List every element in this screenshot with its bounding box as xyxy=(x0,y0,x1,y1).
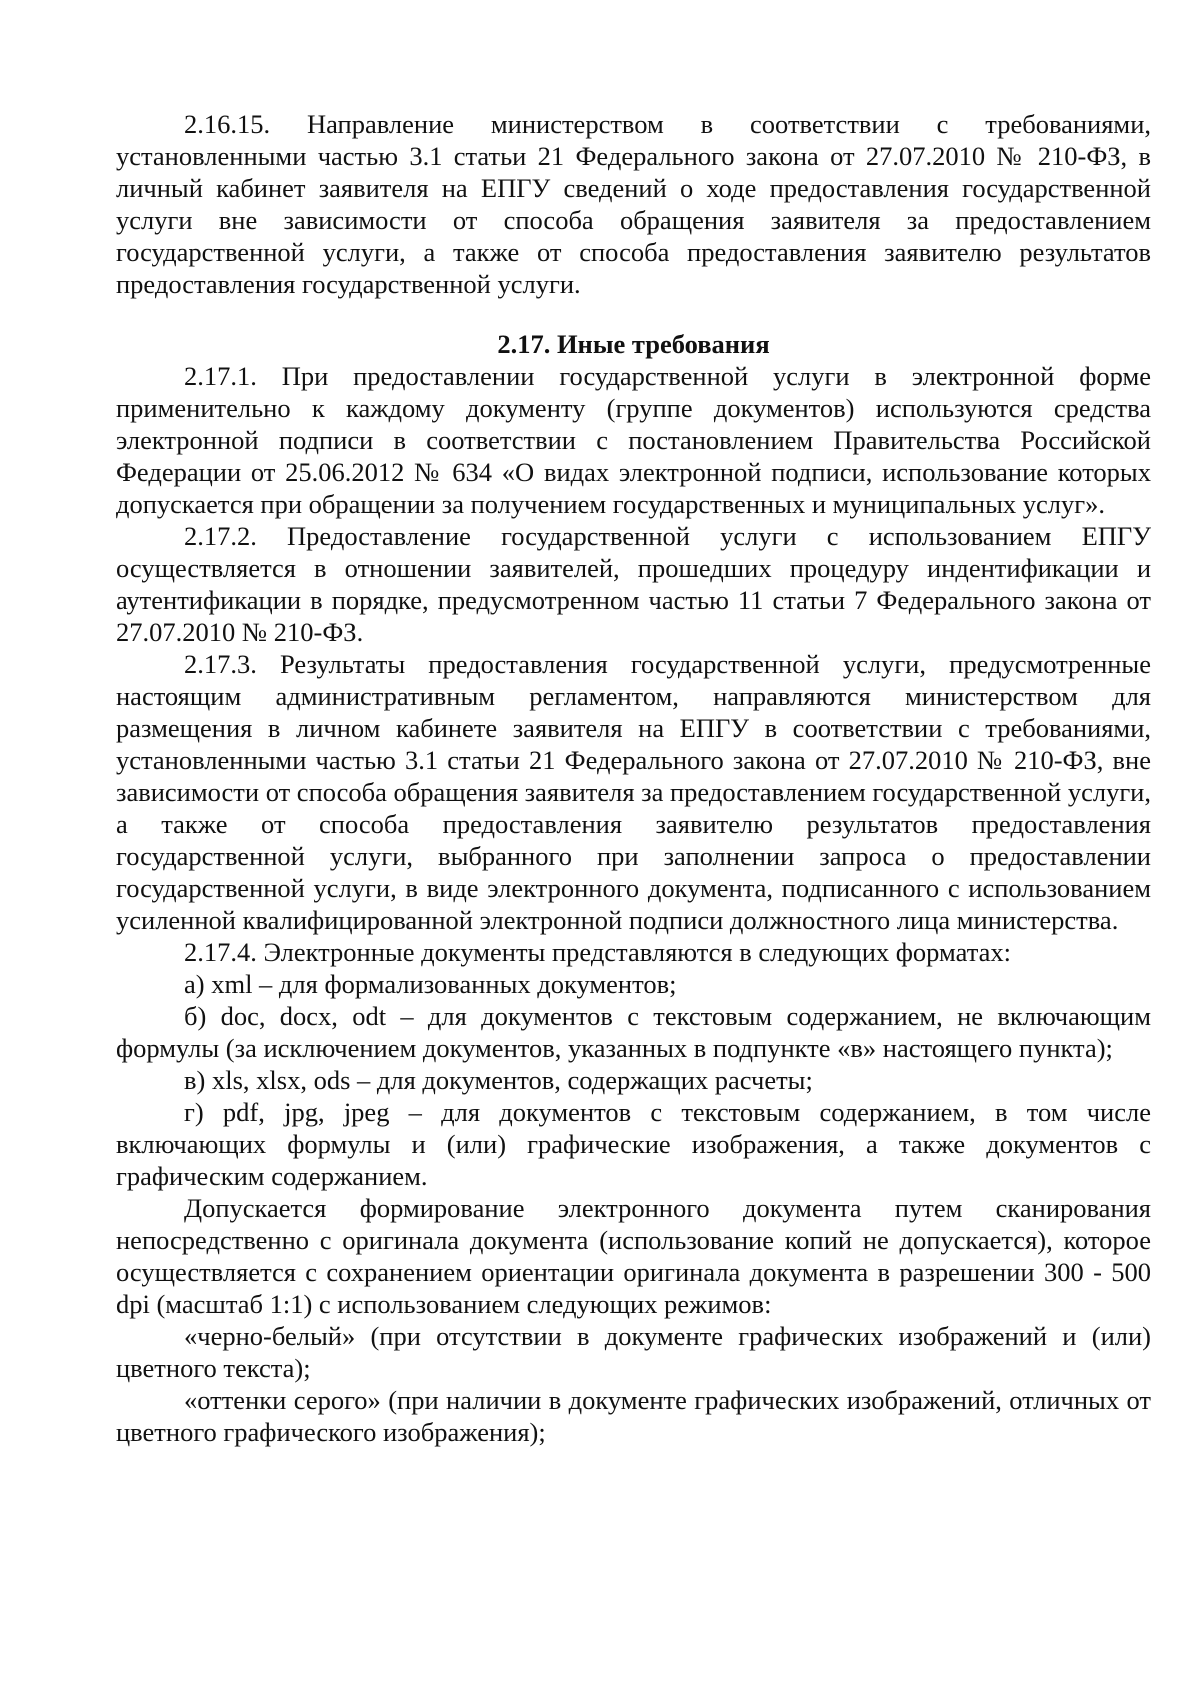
mode-grayscale: «оттенки серого» (при наличии в документе графических изображений, отличных от цветного графического изображения); xyxy=(116,1385,1151,1447)
paragraph-scanning: Допускается формирование электронного документа путем сканирования непосредственно с оригинала документа (использование копий не допускается), которое осуществляется с сохранением ориентации оригинала документа в разрешении 300 - 500 dpi (масштаб 1:1) с использованием следующих режимов: xyxy=(116,1193,1151,1319)
paragraph-2-17-2: 2.17.2. Предоставление государственной услуги с использованием ЕПГУ осуществляется в отношении заявителей, прошедших процедуру индентификации и аутентификации в порядке, предусмотренном частью 11 статьи 7 Федерального закона от 27.07.2010 № 210-ФЗ. xyxy=(116,521,1151,647)
list-item-v: в) xls, xlsx, ods – для документов, содержащих расчеты; xyxy=(184,1065,813,1095)
mode-black-white: «черно-белый» (при отсутствии в документе графических изображений и (или) цветного текста); xyxy=(116,1321,1151,1383)
document-page xyxy=(116,108,1151,1448)
paragraph-2-16-15: 2.16.15. Направление министерством в соответствии с требованиями, установленными частью 3.1 статьи 21 Федерального закона от 27.07.2010 № 210-ФЗ, в личный кабинет заявителя на ЕПГУ сведений о ходе предоставления государственной услуги вне зависимости от способа обращения заявителя за предоставлением государственной услуги, а также от способа предоставления заявителю результатов предоставления государственной услуги. xyxy=(116,109,1151,299)
section-heading: 2.17. Иные требования xyxy=(497,329,770,359)
list-item-b: б) doc, docx, odt – для документов с текстовым содержанием, не включающим формулы (за исключением документов, указанных в подпункте «в» настоящего пункта); xyxy=(116,1001,1151,1063)
list-item-g: г) pdf, jpg, jpeg – для документов с текстовым содержанием, в том числе включающих формулы и (или) графические изображения, а также документов с графическим содержанием. xyxy=(116,1097,1151,1191)
list-item-a: а) xml – для формализованных документов; xyxy=(184,969,677,999)
paragraph-2-17-3: 2.17.3. Результаты предоставления государственной услуги, предусмотренные настоящим административным регламентом, направляются министерством для размещения в личном кабинете заявителя на ЕПГУ в соответствии с требованиями, установленными частью 3.1 статьи 21 Федерального закона от 27.07.2010 № 210-ФЗ, вне зависимости от способа обращения заявителя за предоставлением государственной услуги, а также от способа предоставления заявителю результатов предоставления государственной услуги, выбранного при заполнении запроса о предоставлении государственной услуги, в виде электронного документа, подписанного с использованием усиленной квалифицированной электронной подписи должностного лица министерства. xyxy=(116,649,1151,935)
paragraph-2-17-1: 2.17.1. При предоставлении государственной услуги в электронной форме применительно к каждому документу (группе документов) используются средства электронной подписи в соответствии с постановлением Правительства Российской Федерации от 25.06.2012 № 634 «О видах электронной подписи, использование которых допускается при обращении за получением государственных и муниципальных услуг». xyxy=(116,361,1151,519)
paragraph-2-17-4: 2.17.4. Электронные документы представляются в следующих форматах: xyxy=(184,937,1011,967)
